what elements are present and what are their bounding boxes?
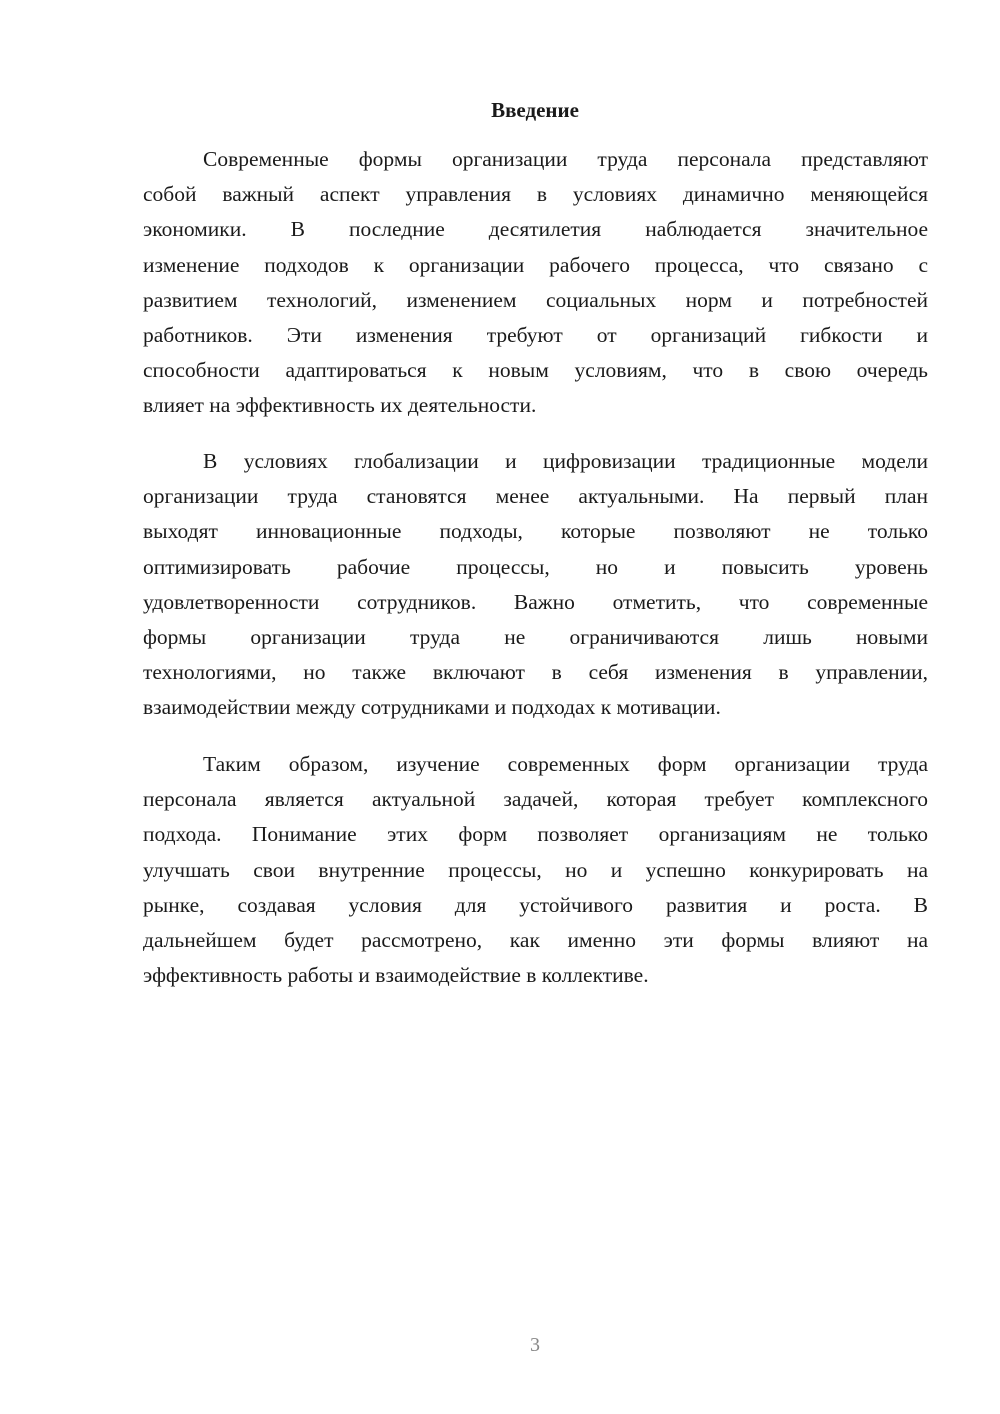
text-line: Таким образом, изучение современных форм организации труда [203, 752, 928, 776]
text-line: формы организации труда не ограничиваются лишь новыми [143, 624, 928, 649]
text-line: подхода. Понимание этих форм позволяет организациям не только [143, 822, 928, 847]
text-line: взаимодействии между сотрудниками и подходах к мотивации. [143, 695, 721, 720]
text-line: технологиями, но также включают в себя изменения в управлении, [143, 660, 928, 685]
text-line: развитием технологий, изменением социальных норм и потребностей [143, 287, 928, 312]
text-line: эффективность работы и взаимодействие в коллективе. [143, 963, 649, 988]
paragraph-1 [143, 142, 928, 424]
paragraph-3 [143, 747, 928, 993]
text-line: удовлетворенности сотрудников. Важно отметить, что современные [143, 589, 928, 614]
text-line: экономики. В последние десятилетия наблюдается значительное [143, 217, 928, 242]
section-heading: Введение [491, 98, 579, 122]
text-line: Современные формы организации труда персонала представляют [203, 147, 928, 171]
text-line: способности адаптироваться к новым условиям, что в свою очередь [143, 358, 928, 383]
paragraph-2 [143, 444, 928, 726]
text-line: влияет на эффективность их деятельности. [143, 393, 537, 418]
text-line: выходят инновационные подходы, которые позволяют не только [143, 519, 928, 544]
text-line: работников. Эти изменения требуют от организаций гибкости и [143, 322, 928, 347]
page-number: 3 [530, 1334, 540, 1356]
text-line: улучшать свои внутренние процессы, но и успешно конкурировать на [143, 857, 928, 882]
text-line: персонала является актуальной задачей, которая требует комплексного [143, 787, 928, 812]
text-line: В условиях глобализации и цифровизации традиционные модели [203, 449, 928, 473]
text-line: оптимизировать рабочие процессы, но и повысить уровень [143, 554, 928, 579]
text-line: рынке, создавая условия для устойчивого развития и роста. В [143, 892, 928, 917]
text-line: дальнейшем будет рассмотрено, как именно эти формы влияют на [143, 927, 928, 952]
text-line: организации труда становятся менее актуальными. На первый план [143, 484, 928, 509]
text-line: собой важный аспект управления в условиях динамично меняющейся [143, 182, 928, 207]
text-line: изменение подходов к организации рабочего процесса, что связано с [143, 252, 928, 277]
